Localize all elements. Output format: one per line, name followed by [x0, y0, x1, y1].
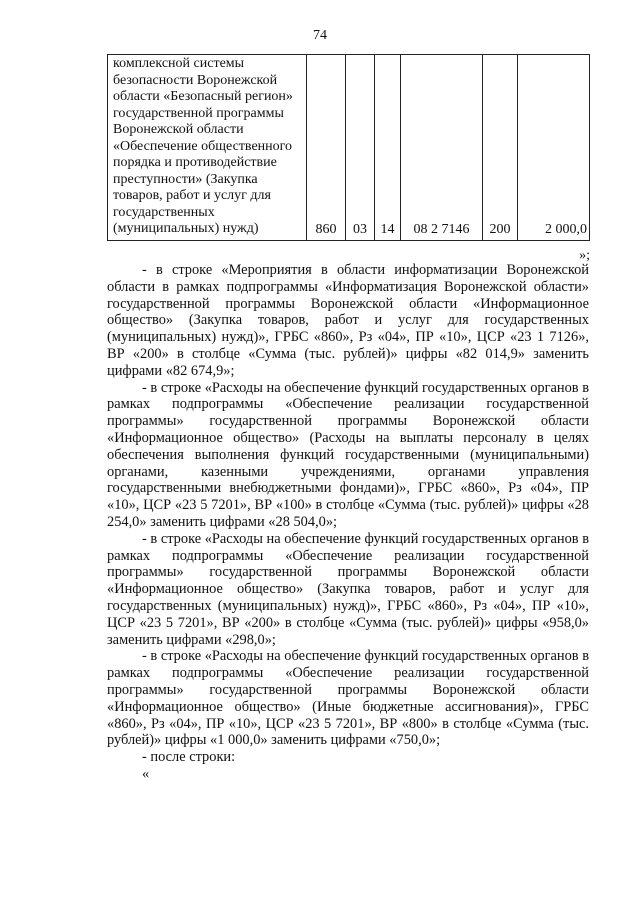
amendment-paragraph: - в строке «Мероприятия в области информатизации Воронежской области в рамках подпрограммы «Информатизация Воронежской области» государственной программы Воронежской области «Информационное общество» (Закупка товаров, работ и услуг для государственных (муниципальных) нужд)», ГРБС «860», Рз «04», ПР «10», ЦСР «23 1 7126», ВР «200» в столбце «Сумма (тыс. рублей)» цифры «82 014,9» заменить цифрами «82 674,9»;	[107, 262, 589, 379]
amendment-paragraph: - в строке «Расходы на обеспечение функций государственных органов в рамках подпрограммы «Обеспечение реализации государственной программы» государственной программы Воронежской области «Информационное общество» (Закупка товаров, работ и услуг для государственных (муниципальных) нужд)», ГРБС «860», Рз «04», ПР «10», ЦСР «23 5 7201», ВР «200» в столбце «Сумма (тыс. рублей)» цифры «958,0» заменить цифрами «298,0»;	[107, 530, 589, 648]
page-number: 74	[313, 28, 327, 43]
pr-cell: 14	[375, 55, 401, 241]
budget-table	[107, 54, 590, 241]
grbs-cell: 860	[307, 55, 346, 241]
csr-cell: 08 2 7146	[401, 55, 483, 241]
table-row	[108, 55, 590, 241]
amendment-paragraph: - в строке «Расходы на обеспечение функций государственных органов в рамках подпрограммы «Обеспечение реализации государственной программы» государственной программы Воронежской области «Информационное общество» (Иные бюджетные ассигнования)», ГРБС «860», Рз «04», ПР «10», ЦСР «23 5 7201», ВР «800» в столбце «Сумма (тыс. рублей)» цифры «1 000,0» заменить цифрами «750,0»;	[107, 648, 589, 749]
closing-quote-mark: »;	[579, 248, 590, 263]
amendment-paragraph: - после строки:	[142, 749, 236, 766]
row-description: комплексной системы безопасности Воронежской области «Безопасный регион» государственной программы Воронежской области «Обеспечение общественного порядка и противодействие преступности» (Закупка товаров, работ и услуг для государственных (муниципальных) нужд)	[108, 55, 307, 241]
amendment-text	[107, 262, 589, 783]
sum-cell: 2 000,0	[518, 55, 590, 241]
rz-cell: 03	[346, 55, 375, 241]
vr-cell: 200	[483, 55, 518, 241]
amendment-paragraph: - в строке «Расходы на обеспечение функций государственных органов в рамках подпрограммы «Обеспечение реализации государственной программы» государственной программы Воронежской области «Информационное общество» (Расходы на выплаты персоналу в целях обеспечения выполнения функций государственными (муниципальными) органами, казенными учреждениями, органами управления государственными внебюджетными фондами)», ГРБС «860», Рз «04», ПР «10», ЦСР «23 5 7201», ВР «100» в столбце «Сумма (тыс. рублей)» цифры «28 254,0» заменить цифрами «28 504,0»;	[107, 379, 589, 530]
opening-quote-mark: «	[142, 765, 150, 782]
